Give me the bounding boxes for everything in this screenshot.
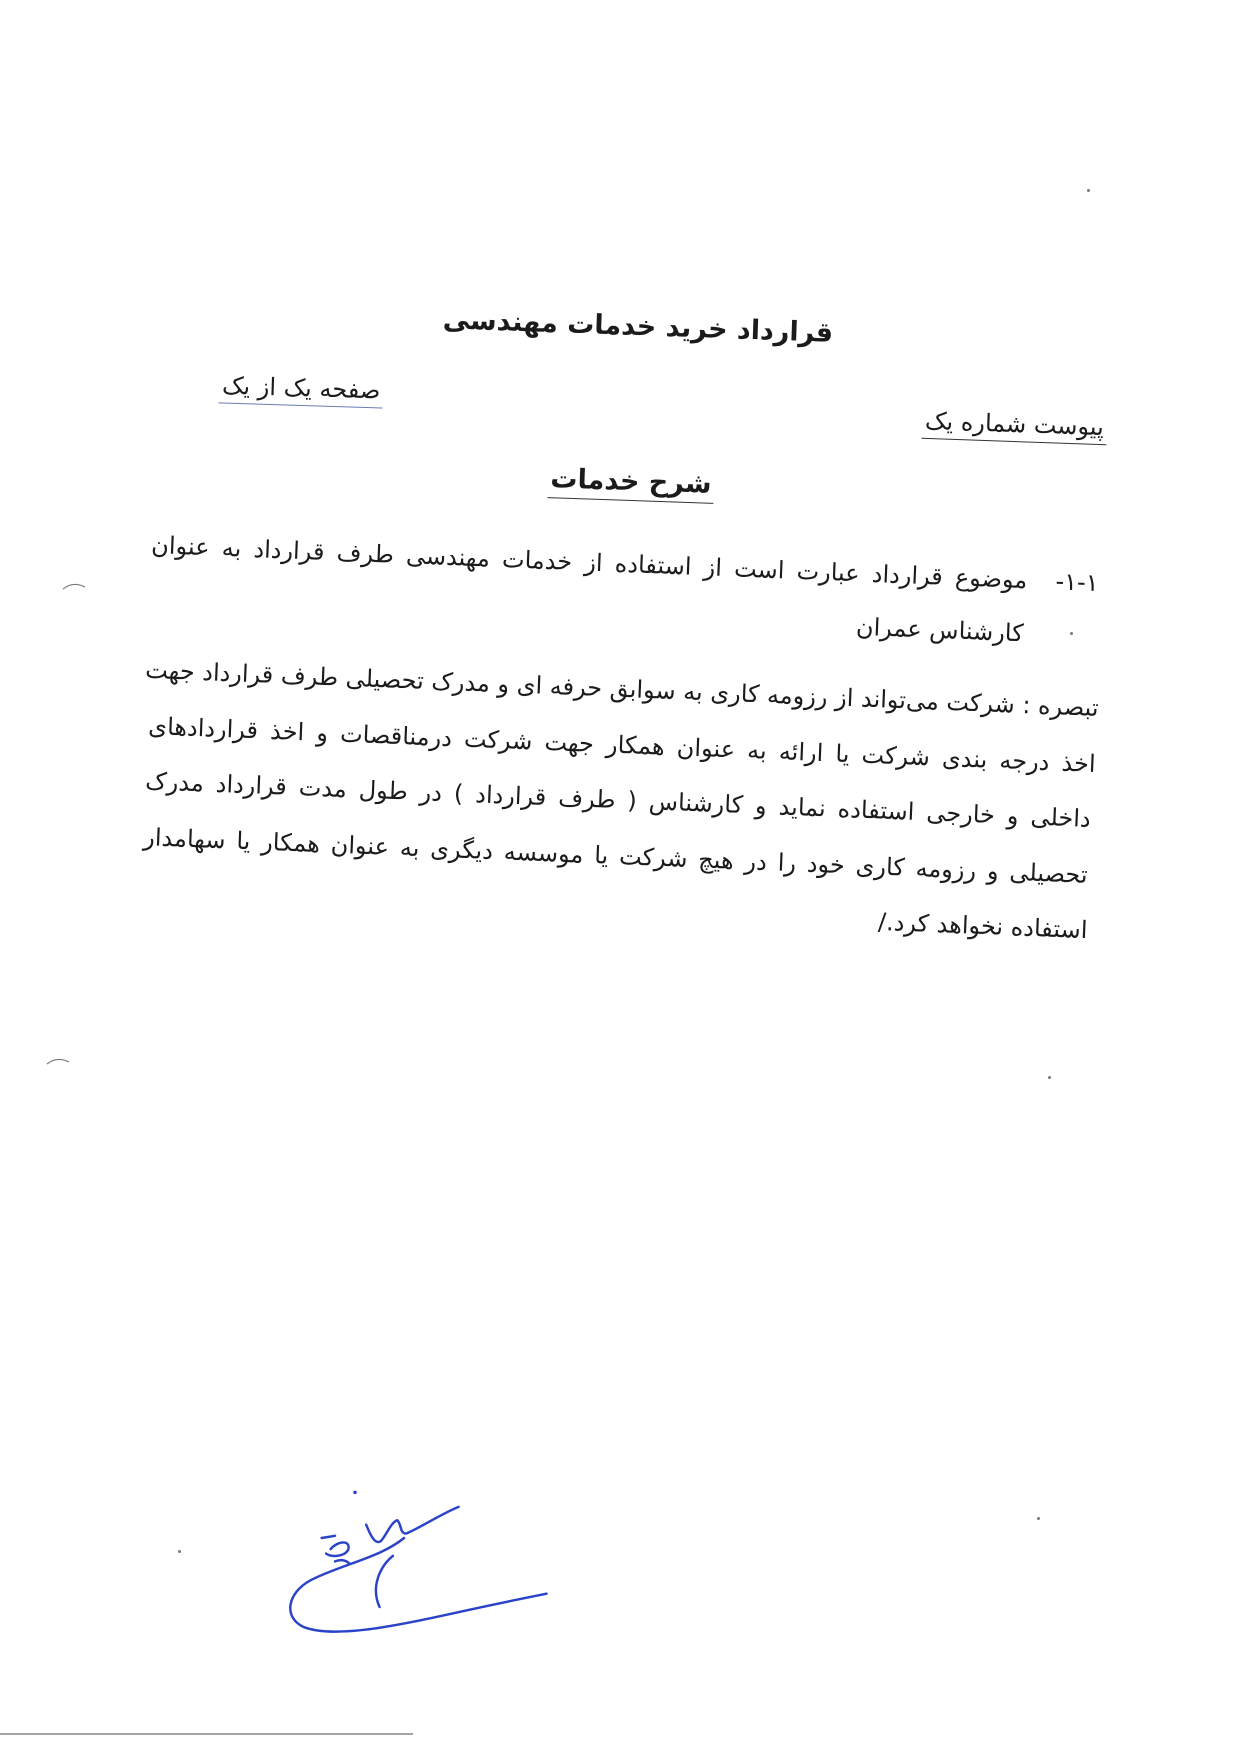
attachment-label <box>922 404 1108 446</box>
signature-stroke <box>366 1507 458 1542</box>
signature-stroke <box>335 1560 349 1563</box>
note-line: تحصیلی و رزومه کاری خود را در هیچ شرکت یا موسسه دیگری به عنوان همکار یا سهامدار <box>142 823 1089 889</box>
signature-stroke <box>376 1556 393 1607</box>
signature-stroke <box>290 1538 546 1632</box>
handwritten-signature-icon <box>279 1479 558 1646</box>
punch-mark-icon <box>45 1055 71 1067</box>
clause-text: موضوع قرارداد عبارت است از استفاده از خدمات مهندسی طرف قرارداد به عنوان <box>150 530 1028 595</box>
scan-dot <box>178 1550 181 1553</box>
note-line: داخلی و خارجی استفاده نماید و کارشناس ( طرف قرارداد ) در طول مدت قرارداد مدرک <box>144 767 1092 833</box>
document-title: قرارداد خرید خدمات مهندسی <box>442 304 834 349</box>
note-line-last: استفاده نخواهد کرد./ <box>877 907 1089 945</box>
scan-edge-line <box>0 1733 413 1735</box>
scan-dot <box>1037 1517 1040 1520</box>
note-line: تبصره : شرکت می‌تواند از رزومه کاری به سوابق حرفه ای و مدرک تحصیلی طرف قرارداد جهت <box>144 655 1100 723</box>
scan-dot <box>1070 632 1073 635</box>
section-heading <box>430 457 831 509</box>
signature-stroke <box>322 1536 335 1538</box>
page-indicator <box>218 368 383 409</box>
section-heading-text: شرح خدمات <box>548 461 714 504</box>
scan-dot <box>1048 1076 1051 1079</box>
clause-line-2: کارشناس عمران <box>855 612 1025 648</box>
punch-mark-stroke <box>63 584 85 589</box>
punch-mark-icon <box>61 580 87 592</box>
clause-line-1 <box>151 525 1100 603</box>
page-indicator-text: صفحه یک از یک <box>218 368 383 408</box>
note-line: اخذ درجه بندی شرکت یا ارائه به عنوان همکار جهت شرکت درمناقصات و اخذ قراردادهای <box>147 711 1097 779</box>
clause-number: ۱-۱- <box>1054 567 1100 598</box>
signature-stroke <box>326 1542 349 1555</box>
attachment-label-text: پیوست شماره یک <box>922 404 1108 445</box>
scan-dot <box>1087 189 1090 192</box>
punch-mark-stroke <box>47 1059 69 1064</box>
signature-dot <box>353 1491 357 1495</box>
